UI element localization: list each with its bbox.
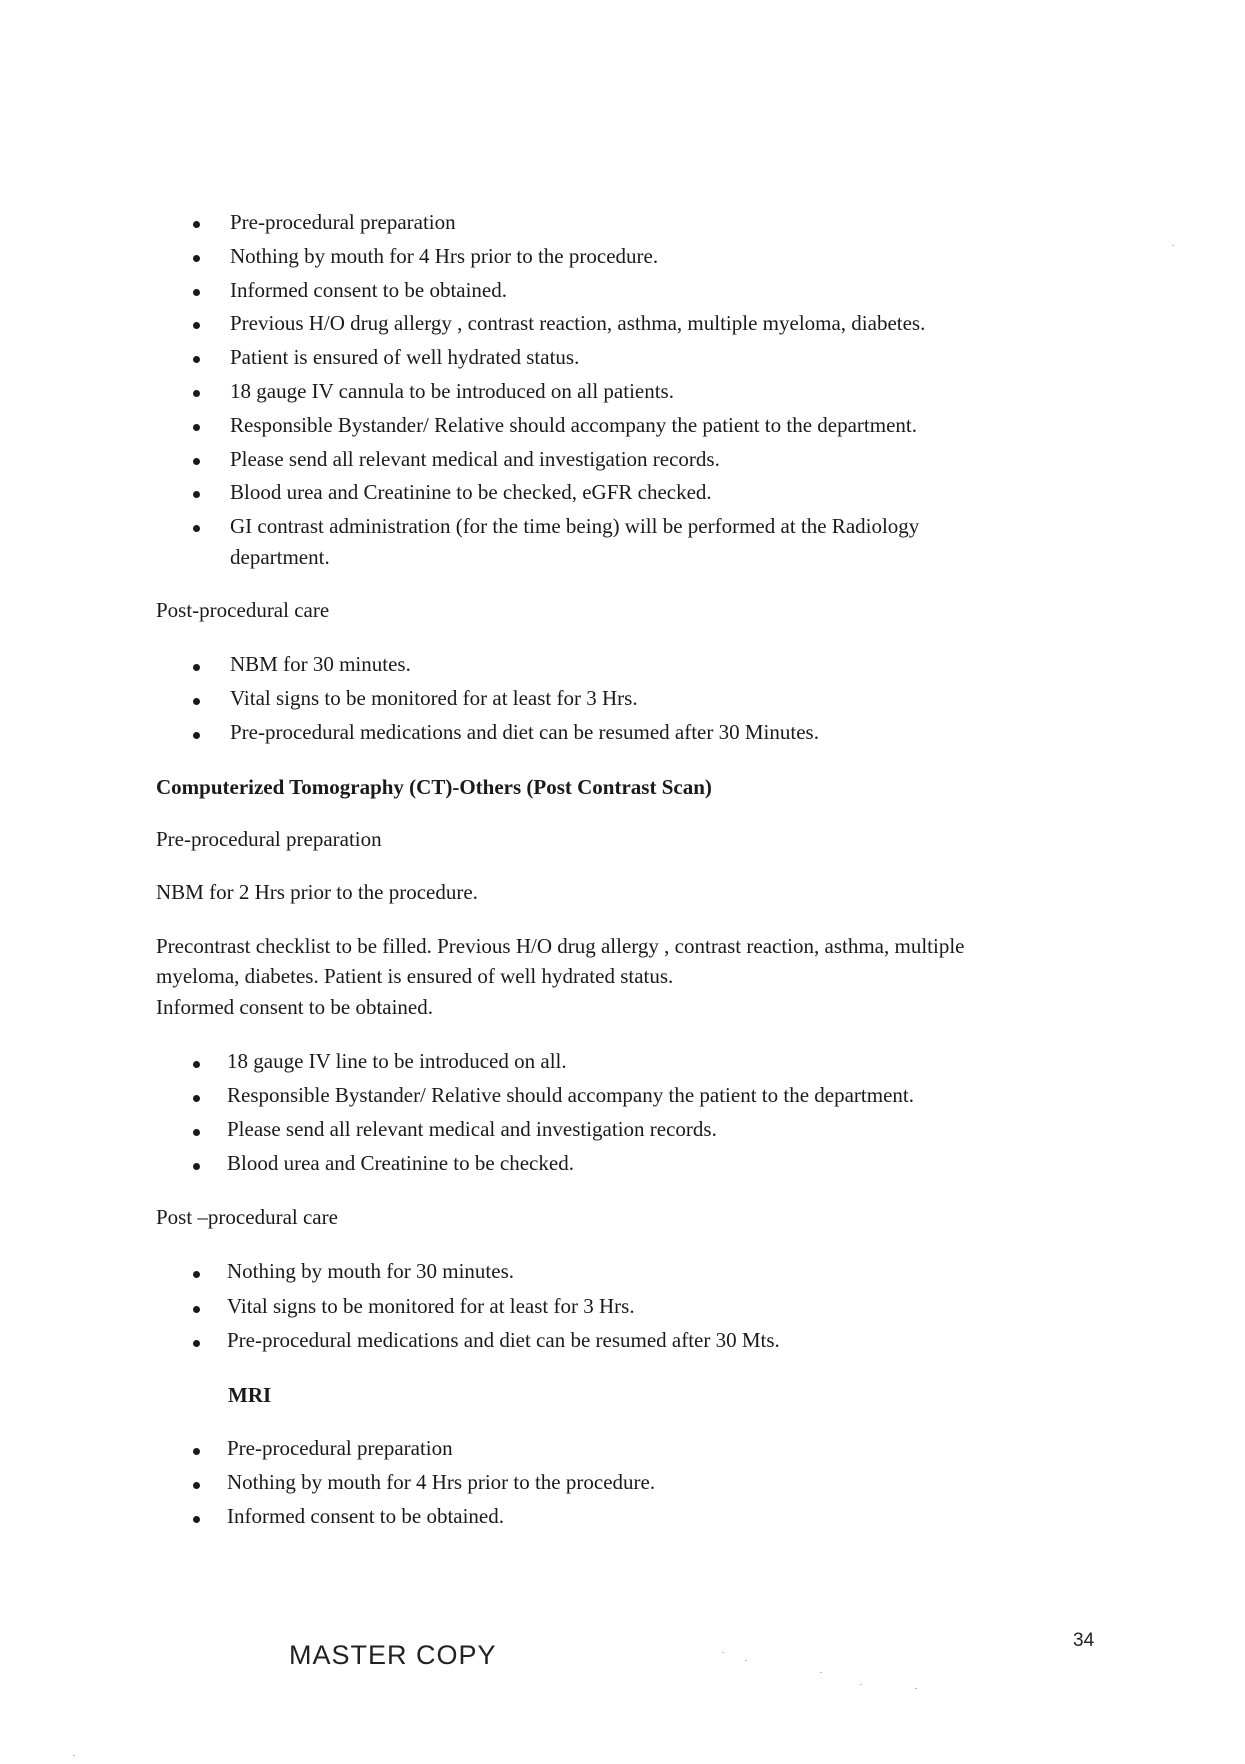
bullet — [193, 356, 200, 363]
bullet — [193, 664, 200, 671]
bullet — [193, 1482, 200, 1489]
master-copy-stamp: MASTER COPY — [289, 1640, 497, 1670]
list-item: Responsible Bystander/ Relative should accompany the patient to the department. — [230, 413, 917, 437]
list-item: Pre-procedural medications and diet can be resumed after 30 Minutes. — [230, 720, 819, 744]
bullet — [193, 1163, 200, 1170]
list-item: Blood urea and Creatinine to be checked. — [227, 1151, 574, 1175]
list-item: Blood urea and Creatinine to be checked, eGFR checked. — [230, 480, 712, 504]
list-item: Please send all relevant medical and investigation records. — [227, 1117, 717, 1141]
bullet — [193, 1095, 200, 1102]
list-item: Nothing by mouth for 4 Hrs prior to the procedure. — [230, 244, 659, 268]
list-item: Pre-procedural preparation — [227, 1436, 453, 1460]
scan-speck — [1172, 245, 1174, 246]
list-item-continuation: department. — [230, 545, 330, 569]
bullet — [193, 289, 200, 296]
bullet — [193, 1061, 200, 1068]
bullet — [193, 1271, 200, 1278]
section-label: Post-procedural care — [156, 598, 330, 622]
bullet — [193, 424, 200, 431]
section-heading: Computerized Tomography (CT)-Others (Post Contrast Scan) — [156, 775, 712, 799]
section-label: Pre-procedural preparation — [156, 827, 382, 851]
list-item: Vital signs to be monitored for at least for 3 Hrs. — [230, 686, 638, 710]
paragraph-line: Informed consent to be obtained. — [156, 995, 433, 1019]
list-item: Nothing by mouth for 30 minutes. — [227, 1259, 514, 1283]
bullet — [193, 1306, 200, 1313]
list-item: Vital signs to be monitored for at least for 3 Hrs. — [227, 1294, 635, 1318]
list-item: Please send all relevant medical and investigation records. — [230, 447, 720, 471]
bullet — [193, 491, 200, 498]
scan-speck — [73, 1755, 75, 1756]
list-item: Pre-procedural preparation — [230, 210, 456, 234]
section-label: Post –procedural care — [156, 1205, 338, 1229]
list-item: GI contrast administration (for the time being) will be performed at the Radiology — [230, 514, 920, 538]
bullet — [193, 698, 200, 705]
paragraph-line: myeloma, diabetes. Patient is ensured of well hydrated status. — [156, 964, 674, 988]
paragraph-line: Precontrast checklist to be filled. Previous H/O drug allergy , contrast reaction, asthma, multiple — [156, 934, 965, 958]
scan-speck — [722, 1652, 724, 1653]
bullet — [193, 1516, 200, 1523]
list-item: 18 gauge IV line to be introduced on all. — [227, 1049, 567, 1073]
list-item: Previous H/O drug allergy , contrast reaction, asthma, multiple myeloma, diabetes. — [230, 311, 926, 335]
bullet — [193, 390, 200, 397]
scan-speck — [915, 1688, 917, 1689]
list-item: Informed consent to be obtained. — [227, 1504, 504, 1528]
list-item: NBM for 30 minutes. — [230, 652, 411, 676]
scan-speck — [820, 1672, 822, 1673]
bullet — [193, 458, 200, 465]
bullet — [193, 1340, 200, 1347]
paragraph: NBM for 2 Hrs prior to the procedure. — [156, 880, 478, 904]
bullet — [193, 1448, 200, 1455]
bullet — [193, 732, 200, 739]
scan-speck — [745, 1660, 747, 1661]
list-item: 18 gauge IV cannula to be introduced on all patients. — [230, 379, 674, 403]
page-number: 34 — [1073, 1630, 1095, 1651]
bullet — [193, 221, 200, 228]
section-heading: MRI — [228, 1383, 272, 1407]
bullet — [193, 1129, 200, 1136]
bullet — [193, 525, 200, 532]
bullet — [193, 322, 200, 329]
bullet — [193, 255, 200, 262]
list-item: Responsible Bystander/ Relative should accompany the patient to the department. — [227, 1083, 914, 1107]
list-item: Patient is ensured of well hydrated status. — [230, 345, 580, 369]
scan-speck — [860, 1684, 862, 1685]
list-item: Nothing by mouth for 4 Hrs prior to the procedure. — [227, 1470, 656, 1494]
list-item: Informed consent to be obtained. — [230, 278, 507, 302]
list-item: Pre-procedural medications and diet can be resumed after 30 Mts. — [227, 1328, 780, 1352]
